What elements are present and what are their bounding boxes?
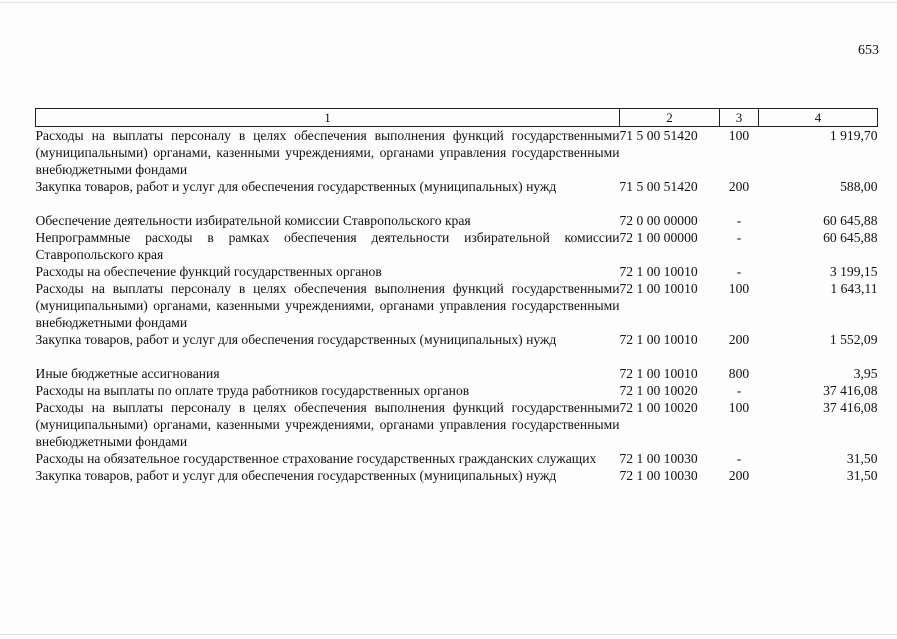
table-header-row (36, 109, 878, 127)
row-expense-type: 100 (728, 128, 750, 143)
table-row (36, 212, 878, 229)
scan-edge-top (0, 2, 897, 3)
row-code: 71 5 00 51420 (619, 128, 698, 143)
row-spacer (36, 348, 878, 365)
page-number: 653 (858, 43, 879, 58)
row-expense-type: 200 (728, 179, 750, 194)
row-expense-type: - (736, 230, 742, 245)
table-row (36, 365, 878, 382)
row-description: Закупка товаров, работ и услуг для обеспечения государственных (муниципальных) нужд (35, 332, 557, 347)
table-row (36, 229, 878, 263)
row-expense-type: - (736, 213, 742, 228)
table-row (36, 280, 878, 331)
row-amount: 3 199,15 (829, 264, 878, 279)
row-expense-type: 100 (728, 281, 750, 296)
row-description: Закупка товаров, работ и услуг для обеспечения государственных (муниципальных) нужд (35, 179, 557, 194)
row-code: 72 1 00 10030 (619, 451, 698, 466)
row-description: Расходы на обязательное государственное страхование государственных гражданских служащих (35, 451, 597, 466)
row-description: Обеспечение деятельности избирательной комиссии Ставропольского края (35, 213, 471, 228)
header-col-3: 3 (720, 109, 759, 127)
row-code: 72 1 00 10030 (619, 468, 698, 483)
row-spacer (36, 195, 878, 212)
row-amount: 3,95 (853, 366, 878, 381)
row-amount: 60 645,88 (823, 230, 878, 245)
table-row (36, 467, 878, 484)
row-description: Закупка товаров, работ и услуг для обеспечения государственных (муниципальных) нужд (35, 468, 557, 483)
row-code: 72 1 00 10020 (619, 400, 698, 415)
row-amount: 588,00 (840, 179, 878, 194)
row-amount: 1 919,70 (829, 128, 878, 143)
scan-edge-bottom (0, 634, 897, 635)
row-code: 72 1 00 10010 (619, 366, 698, 381)
row-expense-type: - (736, 451, 742, 466)
row-expense-type: 200 (728, 468, 750, 483)
row-expense-type: - (736, 264, 742, 279)
row-code: 72 1 00 10010 (619, 264, 698, 279)
row-expense-type: - (736, 383, 742, 398)
row-expense-type: 100 (728, 400, 750, 415)
budget-table (35, 108, 878, 484)
row-amount: 60 645,88 (823, 213, 878, 228)
row-amount: 1 643,11 (830, 281, 878, 296)
row-expense-type: 800 (728, 366, 750, 381)
table-row (36, 178, 878, 195)
table-row (36, 127, 878, 179)
table-row (36, 263, 878, 280)
row-description: Расходы на выплаты по оплате труда работников государственных органов (35, 383, 470, 398)
table-row (36, 382, 878, 399)
row-code: 72 1 00 10020 (619, 383, 698, 398)
row-code: 71 5 00 51420 (619, 179, 698, 194)
header-col-2: 2 (620, 109, 720, 127)
row-amount: 37 416,08 (823, 400, 878, 415)
table-row (36, 399, 878, 450)
row-description: Расходы на выплаты персоналу в целях обеспечения выполнения функций государственными (муниципальными) органами, казенными учреждениями, органами управления государственными внебюджетными фондами (35, 128, 620, 177)
row-amount: 31,50 (846, 468, 878, 483)
row-description: Иные бюджетные ассигнования (35, 366, 220, 381)
row-description: Расходы на выплаты персоналу в целях обеспечения выполнения функций государственными (муниципальными) органами, казенными учреждениями, органами управления государственными внебюджетными фондами (35, 400, 620, 449)
row-code: 72 1 00 00000 (619, 230, 698, 245)
header-col-4: 4 (759, 109, 878, 127)
row-description: Расходы на выплаты персоналу в целях обеспечения выполнения функций государственными (муниципальными) органами, казенными учреждениями, органами управления государственными внебюджетными фондами (35, 281, 620, 330)
row-description: Непрограммные расходы в рамках обеспечения деятельности избирательной комиссии Ставропольского края (35, 230, 620, 262)
row-amount: 37 416,08 (823, 383, 878, 398)
table-row (36, 450, 878, 467)
row-code: 72 1 00 10010 (619, 281, 698, 296)
row-amount: 1 552,09 (829, 332, 878, 347)
header-col-1: 1 (36, 109, 620, 127)
row-code: 72 0 00 00000 (619, 213, 698, 228)
row-description: Расходы на обеспечение функций государственных органов (35, 264, 382, 279)
row-amount: 31,50 (846, 451, 878, 466)
row-expense-type: 200 (728, 332, 750, 347)
row-code: 72 1 00 10010 (619, 332, 698, 347)
table-row (36, 331, 878, 348)
